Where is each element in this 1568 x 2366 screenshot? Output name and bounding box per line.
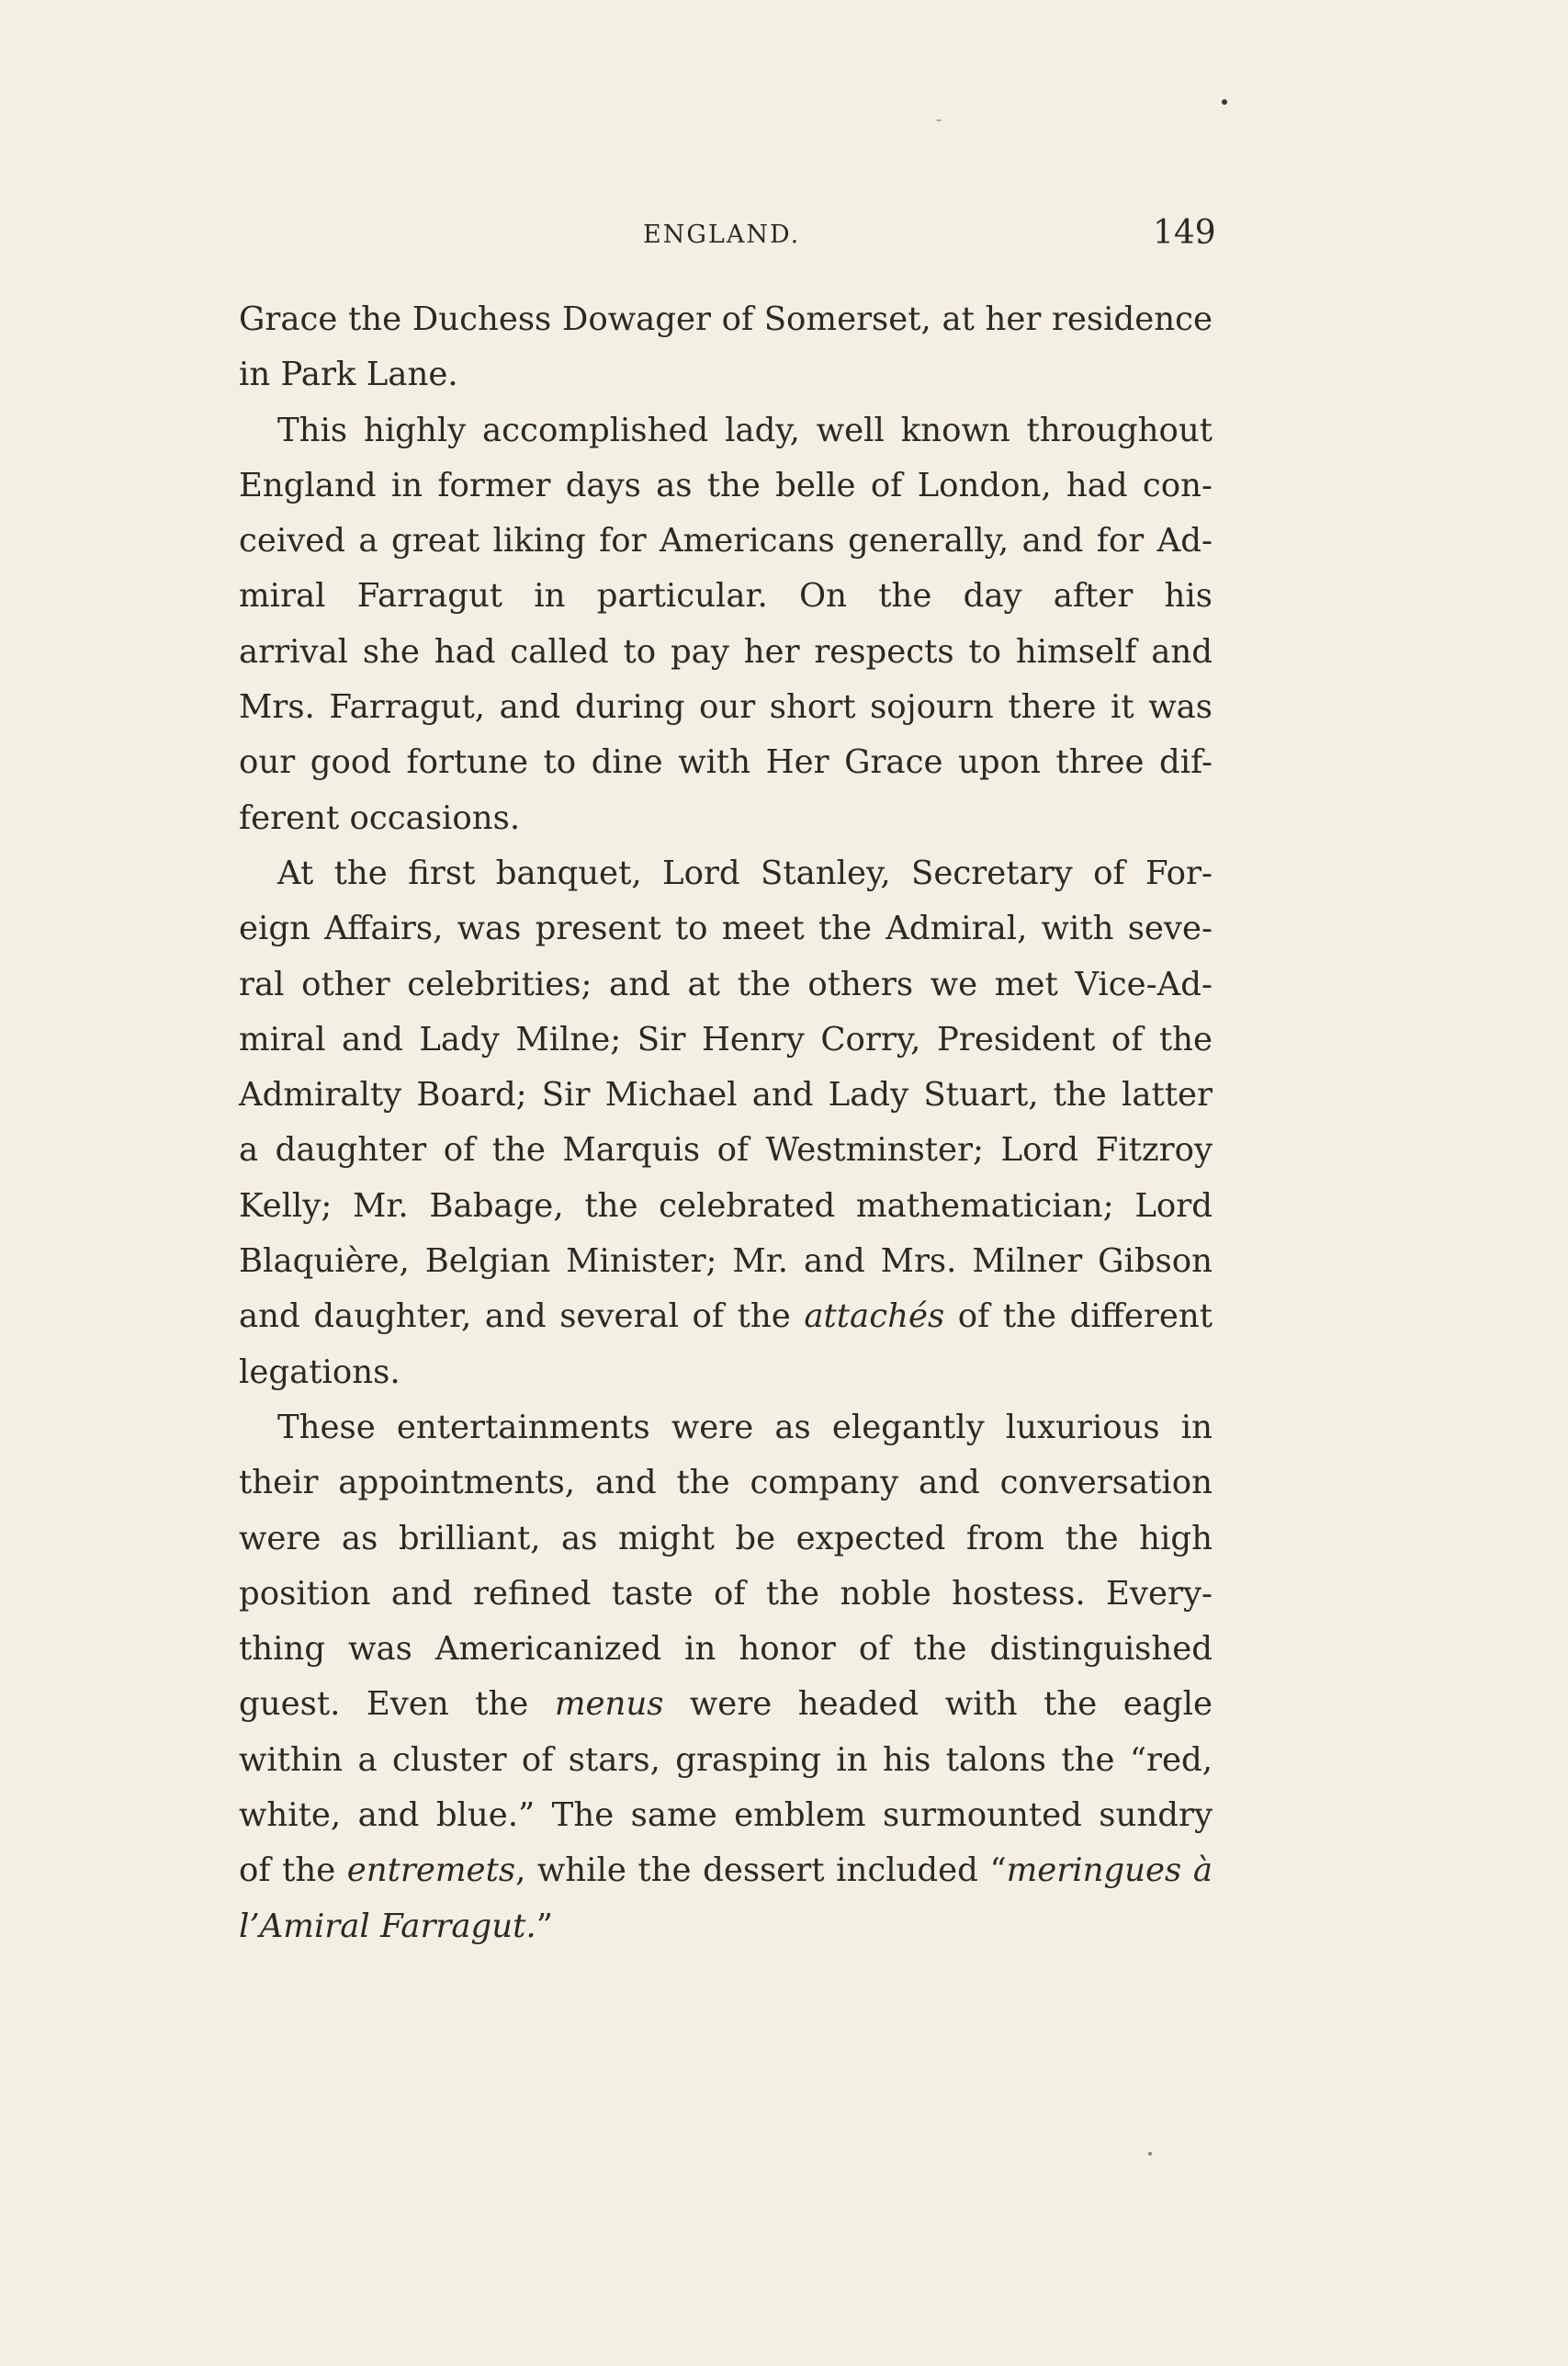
text-line bbox=[239, 735, 1213, 790]
text-segment: our good fortune to dine with Her Grace upon three dif- bbox=[239, 743, 1213, 782]
text-line bbox=[239, 1567, 1213, 1622]
text-line bbox=[239, 1123, 1213, 1178]
text-segment: thing was Americanized in honor of the distinguished bbox=[239, 1630, 1213, 1669]
text-segment: legations. bbox=[239, 1353, 400, 1391]
text-segment: England in former days as the belle of London, had con- bbox=[239, 466, 1213, 504]
italic-text-segment: attachés bbox=[804, 1297, 945, 1336]
running-head: ENGLAND. bbox=[643, 221, 801, 249]
body-text bbox=[239, 292, 1213, 1954]
text-segment: ceived a great liking for Americans generally, and for Ad- bbox=[239, 522, 1213, 560]
text-line bbox=[239, 458, 1213, 514]
text-segment: guest. Even the bbox=[239, 1685, 555, 1724]
text-line bbox=[239, 1733, 1213, 1788]
text-segment: This highly accomplished lady, well known throughout bbox=[277, 411, 1213, 449]
text-segment: Mrs. Farragut, and during our short sojourn there it was bbox=[239, 688, 1213, 727]
text-segment: ral other celebrities; and at the others we met Vice-Ad- bbox=[239, 965, 1213, 1003]
text-line bbox=[239, 680, 1213, 735]
text-line bbox=[239, 292, 1213, 347]
text-line bbox=[239, 1511, 1213, 1567]
text-line bbox=[239, 1234, 1213, 1289]
text-segment: Kelly; Mr. Babage, the celebrated mathematician; Lord bbox=[239, 1186, 1213, 1225]
text-line bbox=[239, 1843, 1213, 1898]
text-line bbox=[239, 1788, 1213, 1843]
text-line bbox=[239, 791, 1213, 846]
text-segment: and daughter, and several of the bbox=[239, 1297, 805, 1336]
text-segment: their appointments, and the company and conversation bbox=[239, 1464, 1213, 1502]
text-segment: were headed with the eagle bbox=[663, 1685, 1213, 1724]
text-line bbox=[239, 957, 1213, 1013]
text-segment: position and refined taste of the noble hostess. Every- bbox=[239, 1574, 1213, 1613]
italic-text-segment: entremets bbox=[346, 1851, 516, 1890]
text-line bbox=[239, 1068, 1213, 1123]
text-segment: ferent occasions. bbox=[239, 798, 521, 837]
text-line bbox=[239, 347, 1213, 402]
margin-speck bbox=[936, 119, 942, 121]
text-segment: a daughter of the Marquis of Westminster; Lord Fitzroy bbox=[239, 1131, 1213, 1170]
text-segment: within a cluster of stars, grasping in his talons the “red, bbox=[239, 1740, 1213, 1779]
text-segment: miral and Lady Milne; Sir Henry Corry, President of the bbox=[239, 1020, 1213, 1058]
text-segment: These entertainments were as elegantly luxurious in bbox=[277, 1408, 1213, 1446]
italic-text-segment: meringues à bbox=[1006, 1851, 1213, 1890]
text-line bbox=[239, 1345, 1213, 1400]
text-line bbox=[239, 1289, 1213, 1344]
text-line bbox=[239, 1677, 1213, 1732]
text-line bbox=[239, 514, 1213, 569]
text-line bbox=[239, 403, 1213, 458]
text-segment: of the bbox=[239, 1851, 347, 1890]
text-segment: white, and blue.” The same emblem surmounted sundry bbox=[239, 1796, 1213, 1835]
text-segment: Grace the Duchess Dowager of Somerset, at her residence bbox=[239, 300, 1213, 338]
text-segment: miral Farragut in particular. On the day after his bbox=[239, 577, 1213, 616]
text-segment: Blaquière, Belgian Minister; Mr. and Mrs. Milner Gibson bbox=[239, 1242, 1213, 1281]
margin-speck bbox=[1148, 2152, 1152, 2156]
italic-text-segment: l’Amiral Farragut. bbox=[239, 1907, 536, 1945]
text-segment: ” bbox=[536, 1907, 553, 1945]
text-line bbox=[239, 1899, 1213, 1954]
text-segment: of the different bbox=[944, 1297, 1213, 1336]
text-segment: At the first banquet, Lord Stanley, Secretary of For- bbox=[277, 854, 1213, 892]
text-segment: were as brilliant, as might be expected from the high bbox=[239, 1519, 1213, 1557]
margin-speck bbox=[1222, 99, 1227, 105]
text-line bbox=[239, 846, 1213, 901]
text-segment: , while the dessert included “ bbox=[515, 1851, 1007, 1890]
italic-text-segment: menus bbox=[554, 1685, 664, 1724]
text-segment: eign Affairs, was present to meet the Admiral, with seve- bbox=[239, 910, 1213, 948]
page-number: 149 bbox=[1153, 214, 1216, 252]
text-line bbox=[239, 625, 1213, 680]
text-line bbox=[239, 1622, 1213, 1677]
text-line bbox=[239, 1013, 1213, 1068]
text-segment: in Park Lane. bbox=[239, 356, 458, 394]
text-line bbox=[239, 901, 1213, 957]
text-segment: Admiralty Board; Sir Michael and Lady Stuart, the latter bbox=[239, 1076, 1213, 1115]
text-segment: arrival she had called to pay her respects to himself and bbox=[239, 632, 1213, 671]
text-line bbox=[239, 1400, 1213, 1455]
text-line bbox=[239, 1179, 1213, 1234]
text-line bbox=[239, 569, 1213, 624]
text-line bbox=[239, 1455, 1213, 1511]
